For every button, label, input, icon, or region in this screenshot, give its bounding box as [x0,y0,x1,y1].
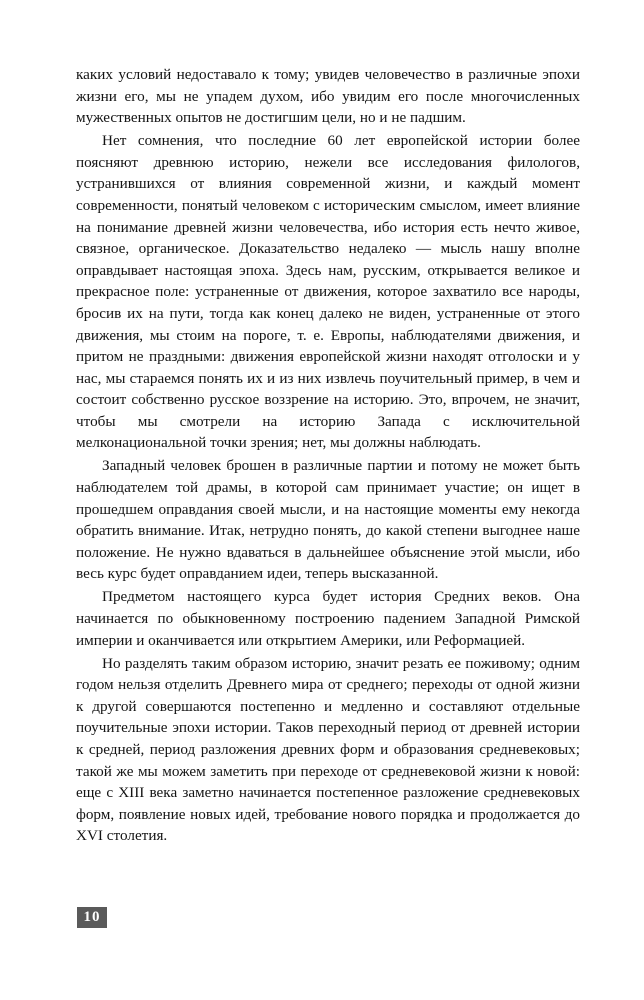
paragraph-european-history: Нет сомнения, что последние 60 лет европейской истории более поясняют древнюю историю, нежели все исследования филологов, устранившихся от влияния современной жизни, и каждый момент современности, понятый человеком с историческим смыслом, имеет влияние на понимание древней жизни человечества, ибо история есть нечто живое, связное, органическое. Доказательство недалеко — мысль нашу вполне оправдывает настоящая эпоха. Здесь нам, русским, открывается великое и прекрасное поле: устраненные от движения, которое захватило все народы, бросив их на пути, тогда как конец далеко не виден, устраненные от этого движения, мы стоим на пороге, т. е. Европы, наблюдателями движения, и притом не праздными: движения европейской жизни находят отголоски и у нас, мы стараемся понять их и из них извлечь поучительный пример, в чем и состоит собственно русское воззрение на историю. Это, впрочем, не значит, чтобы мы смотрели на историю Запада с исключительной мелконациональной точки зрения; нет, мы должны наблюдать. [76,132,580,452]
page-number: 10 [77,907,107,928]
paragraph-course-subject: Предметом настоящего курса будет история Средних веков. Она начинается по обыкновенному построению падением Западной Римской империи и оканчивается или открытием Америки, или Реформацией. [76,588,580,649]
paragraph-continuation: каких условий недоставало к тому; увидев человечество в различные эпохи жизни его, мы не упадем духом, ибо увидим его после многочисленных мужественных опытов не достигшим цели, но и не падшим. [76,66,580,127]
paragraph-western-man: Западный человек брошен в различные партии и потому не может быть наблюдателем той драмы, в которой сам принимает участие; он ищет в прошедшем оправдания своей мысли, и на настоящие моменты ему некогда обратить внимание. Итак, нетрудно понять, до какой степени выгоднее наше положение. Не нужно вдаваться в дальнейшее объяснение этой мысли, ибо весь курс будет оправданием идеи, теперь высказанной. [76,457,580,583]
paragraph-periodization: Но разделять таким образом историю, значит резать ее поживому; одним годом нельзя отделить Древнего мира от среднего; переходы от одной жизни к другой совершаются постепенно и медленно и составляют отдельные поучительные эпохи истории. Таков переходный период от древней истории к средней, период разложения древних форм и образования средневековых; такой же мы можем заметить при переходе от средневековой жизни к новой: еще с XIII века заметно начинается постепенное разложение средневековых форм, появление новых идей, требование нового порядка и продолжается до XVI столетия. [76,654,580,845]
page-body [76,64,580,847]
